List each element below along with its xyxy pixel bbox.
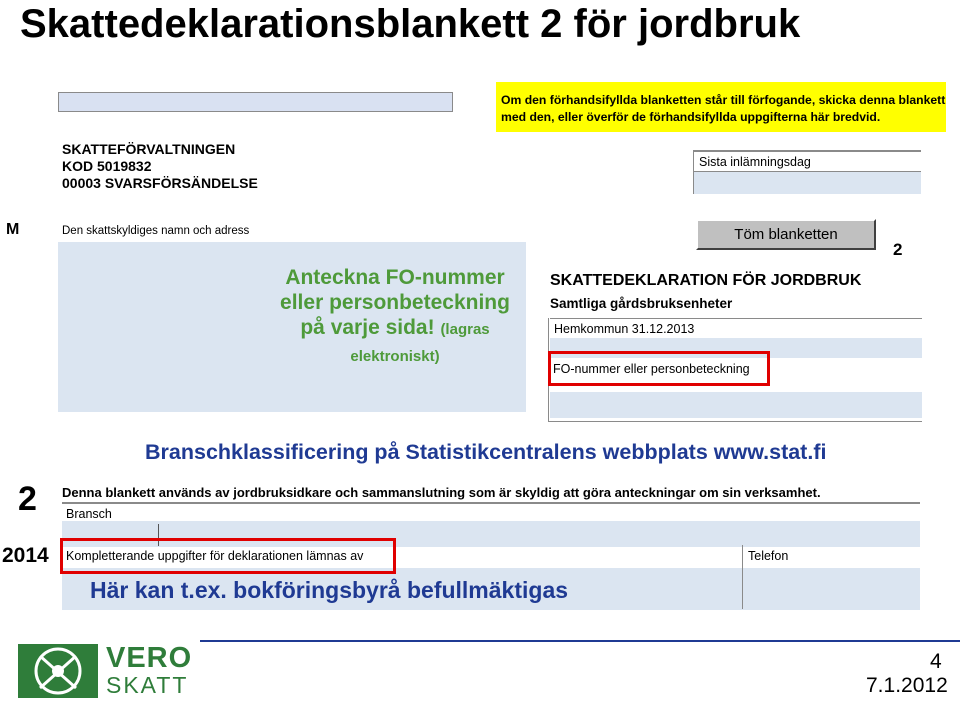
m-label: M — [6, 221, 20, 238]
clear-form-button[interactable]: Töm blanketten — [696, 219, 876, 250]
supplementary-label: Kompletterande uppgifter för deklarationen lämnas av — [66, 549, 364, 563]
fo-number-field[interactable] — [550, 392, 922, 418]
sender-address — [62, 141, 258, 192]
form-year: 2014 — [2, 544, 49, 567]
vero-skatt-logo — [18, 642, 193, 698]
logo-text-skatt: SKATT — [106, 672, 189, 698]
section-number: 2 — [18, 480, 37, 518]
phone-divider — [742, 545, 743, 609]
sender-line-2: KOD 5019832 — [62, 158, 152, 174]
fo-highlight-box — [548, 351, 770, 386]
deadline-divider — [693, 150, 694, 194]
fo-number-label: FO-nummer eller personbeteckning — [553, 362, 750, 376]
page-marker: 2 — [893, 240, 903, 259]
agent-annotation: Här kan t.ex. bokföringsbyrå befullmäktigas — [90, 577, 569, 603]
sender-line-3: 00003 SVARSFÖRSÄNDELSE — [62, 175, 258, 191]
sender-line-1: SKATTEFÖRVALTNINGEN — [62, 141, 236, 157]
page-number: 4 — [930, 650, 942, 673]
branch-label: Bransch — [66, 507, 112, 521]
phone-label: Telefon — [748, 549, 789, 563]
deadline-field[interactable] — [693, 172, 921, 194]
declaration-heading: SKATTEDEKLARATION FÖR JORDBRUK — [550, 272, 862, 289]
usage-text: Denna blankett används av jordbruksidkare och sammanslutning som är skyldig att göra anteckningar om sin verksamhet. — [62, 485, 821, 500]
supplementary-highlight-box — [60, 538, 396, 574]
home-municipality-label: Hemkommun 31.12.2013 — [550, 318, 922, 338]
footer-line — [200, 640, 960, 642]
fo-annotation-main: Anteckna FO-nummer eller personbeteckning på varje sida! — [280, 266, 510, 339]
deadline-label: Sista inlämningsdag — [693, 150, 921, 172]
notice-box: Om den förhandsifyllda blanketten står till förfogande, skicka denna blankett med den, eller överför de förhandsifyllda uppgifterna här bredvid. — [496, 82, 946, 132]
branch-annotation: Branschklassificering på Statistikcentralens webbplats www.stat.fi — [145, 440, 827, 464]
slide-title: Skattedeklarationsblankett 2 för jordbruk — [20, 2, 801, 46]
name-address-label: Den skattskyldiges namn och adress — [62, 225, 250, 237]
fo-annotation-small: (lagras elektroniskt) — [350, 321, 490, 365]
logo-text-vero: VERO — [106, 642, 193, 674]
declaration-subheading: Samtliga gårdsbruksenheter — [550, 296, 733, 311]
top-input-field[interactable] — [58, 92, 453, 112]
slide-date: 7.1.2012 — [866, 674, 948, 697]
fo-annotation — [270, 265, 520, 369]
